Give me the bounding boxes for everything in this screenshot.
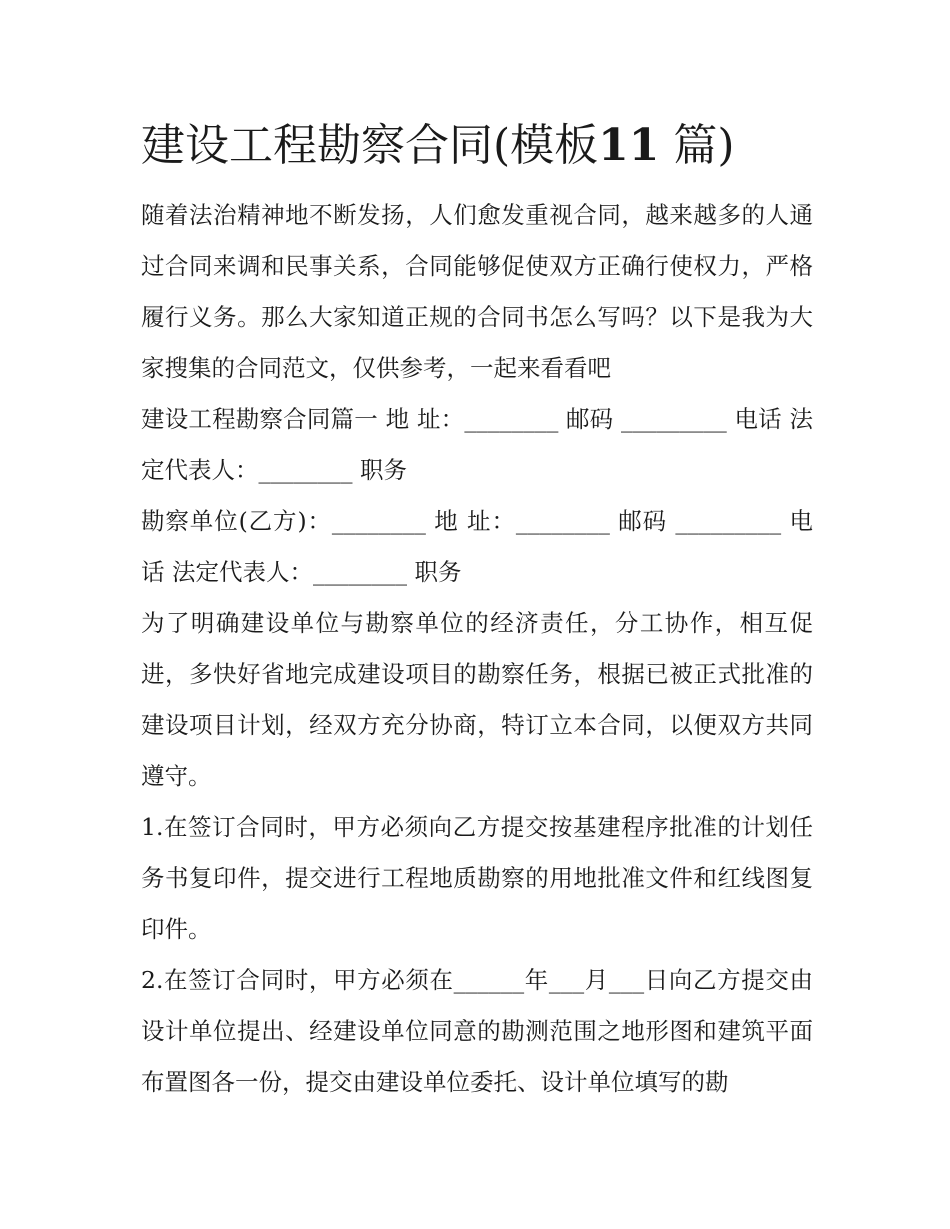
party-a-info: 建设工程勘察合同篇一 地 址：________ 邮码 _________ 电话 法定代表人：________ 职务 bbox=[141, 405, 813, 484]
document-page bbox=[141, 108, 813, 1108]
clause-2: 2.在签订合同时，甲方必须在______年___月___日向乙方提交由设计单位提出、经建设单位同意的勘测范围之地形图和建筑平面布置图各一份，提交由建设单位委托、设计单位填写的勘 bbox=[141, 966, 813, 1096]
party-b-info: 勘察单位(乙方)：________ 地 址：________ 邮码 _________ 电话 法定代表人：________ 职务 bbox=[141, 507, 813, 586]
intro-paragraph: 随着法治精神地不断发扬，人们愈发重视合同，越来越多的人通过合同来调和民事关系，合同能够促使双方正确行使权力，严格履行义务。那么大家知道正规的合同书怎么写吗？以下是我为大家搜集的合同范文，仅供参考，一起来看看吧 bbox=[141, 201, 813, 382]
title-main: 建设工程勘察合同(模板 bbox=[141, 120, 599, 171]
clause-1: 1.在签订合同时，甲方必须向乙方提交按基建程序批准的计划任务书复印件，提交进行工程地质勘察的用地批准文件和红线图复印件。 bbox=[141, 813, 813, 943]
document-title bbox=[141, 108, 813, 184]
title-count: 11 bbox=[598, 120, 660, 171]
title-suffix: 篇) bbox=[673, 120, 735, 171]
purpose-paragraph: 为了明确建设单位与勘察单位的经济责任，分工协作，相互促进，多快好省地完成建设项目的勘察任务，根据已被正式批准的建设项目计划，经双方充分协商，特订立本合同，以便双方共同遵守。 bbox=[141, 609, 813, 790]
